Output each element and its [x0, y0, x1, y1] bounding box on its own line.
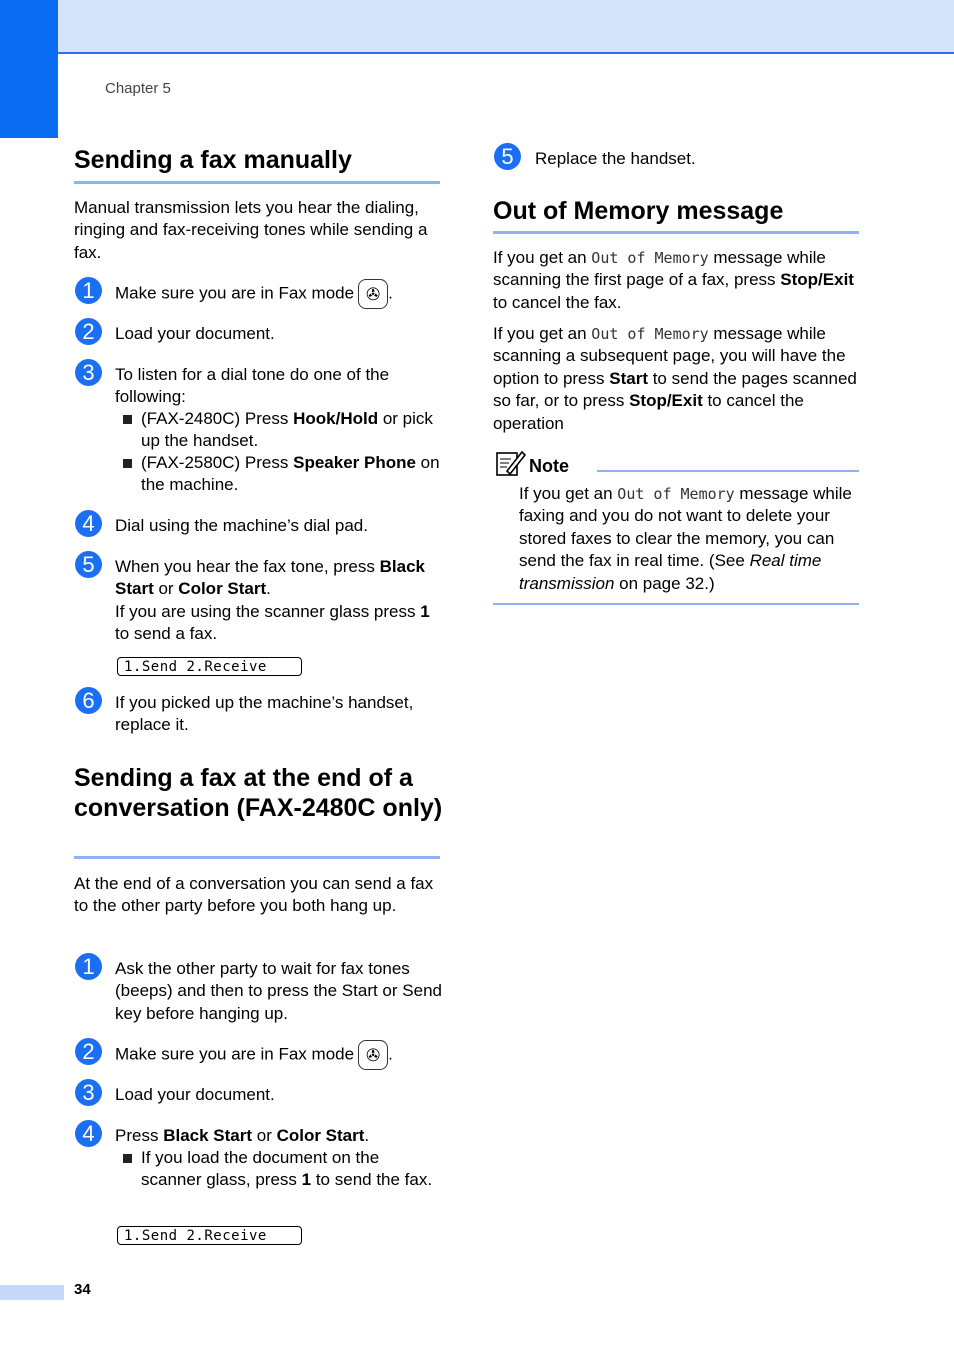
- step-text: If you picked up the machine’s handset, replace it.: [115, 693, 414, 735]
- header-bar: [0, 0, 954, 54]
- step-number: 3: [75, 1079, 102, 1106]
- bullet-item: (FAX-2480C) Press Hook/Hold or pick up the handset.: [123, 408, 440, 453]
- step-number: 3: [75, 359, 102, 386]
- step-text: Load your document.: [115, 1085, 275, 1104]
- bullet-icon: [123, 415, 132, 424]
- section-title-manual: Sending a fax manually: [74, 146, 352, 174]
- step-text: Replace the handset.: [535, 149, 696, 168]
- step-number: 2: [75, 1038, 102, 1065]
- page-number-bar: [0, 1285, 64, 1300]
- section-rule: [493, 231, 859, 234]
- fax-mode-icon: ✇: [358, 1040, 388, 1070]
- page-number: 34: [74, 1281, 91, 1298]
- bullet-icon: [123, 459, 132, 468]
- step-text: Make sure you are in Fax mode ✇ .: [115, 1040, 445, 1070]
- step-text: When you hear the fax tone, press Black Start or Color Start.: [115, 557, 425, 599]
- step-number: 4: [75, 510, 102, 537]
- step-text: Ask the other party to wait for fax tones (beeps) and then to press the Start or Send key before hanging up.: [115, 959, 442, 1023]
- intro-text: Manual transmission lets you hear the dialing, ringing and fax-receiving tones while sending a fax.: [74, 198, 428, 262]
- section-rule: [74, 856, 440, 859]
- step-number: 2: [75, 318, 102, 345]
- intro-text: At the end of a conversation you can send a fax to the other party before you both hang up.: [74, 874, 434, 916]
- note-label: Note: [529, 456, 569, 476]
- step-text: Load your document.: [115, 324, 275, 343]
- step-text: To listen for a dial tone do one of the following:: [115, 365, 390, 407]
- fax-mode-icon: ✇: [358, 279, 388, 309]
- note-bottom-rule: [493, 603, 859, 605]
- section-title-out-of-memory: Out of Memory message: [493, 197, 784, 225]
- note-text: If you get an Out of Memory message while faxing and you do not want to delete your stored faxes to clear the memory, you can send the fax in real time. (See Real time transmission on page 32.): [519, 484, 852, 593]
- step-text: If you are using the scanner glass press 1 to send a fax.: [115, 602, 430, 644]
- chapter-label: Chapter 5: [105, 80, 171, 97]
- bullet-icon: [123, 1154, 132, 1163]
- note-pencil-icon: [495, 449, 527, 477]
- section-title-end-of-conversation: Sending a fax at the end of a conversation (FAX-2480C only): [74, 764, 443, 822]
- body-paragraph: If you get an Out of Memory message while scanning the first page of a fax, press Stop/Exit to cancel the fax.: [493, 248, 854, 312]
- step-number: 1: [75, 953, 102, 980]
- lcd-display: 1.Send 2.Receive: [117, 657, 302, 676]
- step-number: 6: [75, 687, 102, 714]
- step-number: 5: [494, 143, 521, 170]
- body-paragraph: If you get an Out of Memory message while scanning a subsequent page, you will have the option to press Start to send the pages scanned so far, or to press Stop/Exit to cancel the operation: [493, 324, 857, 433]
- step-text: Press Black Start or Color Start.: [115, 1126, 370, 1145]
- step-text: Make sure you are in Fax mode ✇ .: [115, 279, 445, 309]
- bullet-item: (FAX-2580C) Press Speaker Phone on the machine.: [123, 452, 440, 497]
- step-number: 4: [75, 1120, 102, 1147]
- chapter-tab: [0, 0, 58, 138]
- bullet-item: If you load the document on the scanner glass, press 1 to send the fax.: [123, 1147, 433, 1192]
- step-text: Dial using the machine’s dial pad.: [115, 516, 368, 535]
- lcd-display: 1.Send 2.Receive: [117, 1226, 302, 1245]
- section-rule: [74, 181, 440, 184]
- step-number: 1: [75, 277, 102, 304]
- step-number: 5: [75, 551, 102, 578]
- note-rule: [597, 470, 859, 472]
